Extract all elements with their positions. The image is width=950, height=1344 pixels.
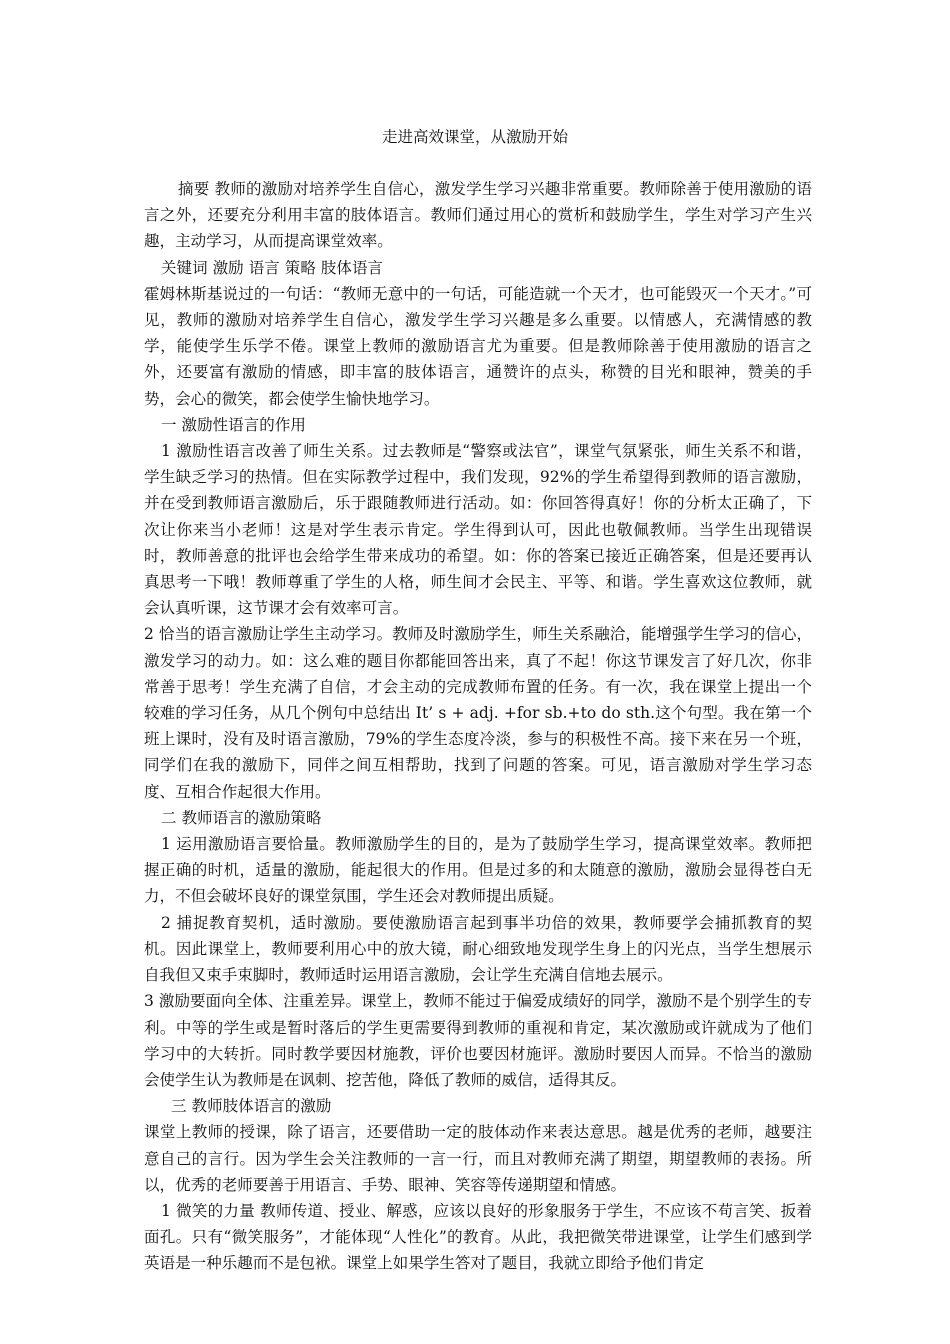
section-heading-2: 二 教师语言的激励策略	[161, 808, 322, 827]
section-2-point-2: 2 捕捉教育契机，适时激励。要使激励语言起到事半功倍的效果，教师要学会捕抓教育的契机。因此课堂上，教师要利用心中的放大镜，耐心细致地发现学生身上的闪光点，当学生想展示自我但又束手束脚时，教师适时运用语言激励，会让学生充满自信地去展示。	[144, 913, 812, 985]
section-1-point-2: 2 恰当的语言激励让学生主动学习。教师及时激励学生，师生关系融洽，能增强学生学习的信心，激发学习的动力。如：这么难的题目你都能回答出来，真了不起！你这节课发言了好几次，你非常善于思考！学生充满了自信，才会主动的完成教师布置的任务。有一次，我在课堂上提出一个较难的学习任务，从几个例句中总结出 It’ s + adj. +for sb.+to do sth.这个句型。我在第一个班上课时，没有及时语言激励，79%的学生态度冷淡，参与的积极性不高。接下来在另一个班，同学们在我的激励下，同伴之间互相帮助，找到了问题的答案。可见，语言激励对学生学习态度、互相合作起很大作用。	[144, 625, 812, 801]
section-2-point-1: 1 运用激励语言要恰量。教师激励学生的目的，是为了鼓励学生学习，提高课堂效率。教师把握正确的时机，适量的激励，能起很大的作用。但是过多的和太随意的激励，激励会显得苍白无力，不但会破坏良好的课堂氛围，学生还会对教师提出质疑。	[144, 835, 812, 906]
abstract-paragraph: 摘要 教师的激励对培养学生自信心，激发学生学习兴趣非常重要。教师除善于使用激励的语言之外，还要充分利用丰富的肢体语言。教师们通过用心的赏析和鼓励学生，学生对学习产生兴趣，主动学习，从而提高课堂效率。	[144, 180, 812, 251]
keywords-paragraph: 关键词 激励 语言 策略 肢体语言	[161, 258, 384, 277]
section-3-point-1: 1 微笑的力量 教师传道、授业、解惑，应该以良好的形象服务于学生，不应该不苟言笑、扳着面孔。只有“微笑服务”，才能体现“人性化”的教育。从此，我把微笑带进课堂，让学生们感到学英语是一种乐趣而不是包袱。课堂上如果学生答对了题目，我就立即给予他们肯定	[144, 1201, 812, 1273]
section-3-intro: 课堂上教师的授课，除了语言，还要借助一定的肢体动作来表达意思。越是优秀的老师，越要注意自己的言行。因为学生会关注教师的一言一行，而且对教师充满了期望，期望教师的表扬。所以，优秀的老师要善于用语言、手势、眼神、笑容等传递期望和情感。	[144, 1123, 812, 1194]
document-title: 走进高效课堂，从激励开始	[381, 128, 568, 146]
document-body	[144, 176, 812, 1277]
section-heading-3: 三 教师肢体语言的激励	[171, 1097, 332, 1116]
section-2-point-3: 3 激励要面向全体、注重差异。课堂上，教师不能过于偏爱成绩好的同学，激励不是个别学生的专利。中等的学生或是暂时落后的学生更需要得到教师的重视和肯定，某次激励或许就成为了他们学习中的大转折。同时教学要因材施教，评价也要因材施评。激励时要因人而异。不恰当的激励会使学生认为教师是在讽刺、挖苦他，降低了教师的威信，适得其反。	[144, 992, 812, 1089]
intro-paragraph: 霍姆林斯基说过的一句话：“教师无意中的一句话，可能造就一个天才，也可能毁灭一个天才。”可见，教师的激励对培养学生自信心，激发学生学习兴趣是多么重要。以情感人，充满情感的教学，能使学生乐学不倦。课堂上教师的激励语言尤为重要。但是教师除善于使用激励的语言之外，还要富有激励的情感，即丰富的肢体语言，通赞许的点头，称赞的目光和眼神，赞美的手势，会心的微笑，都会使学生愉快地学习。	[144, 284, 812, 408]
section-1-point-1: 1 激励性语言改善了师生关系。过去教师是“警察或法官”，课堂气氛紧张，师生关系不和谐，学生缺乏学习的热情。但在实际教学过程中，我们发现，92%的学生希望得到教师的语言激励，并在受到教师语言激励后，乐于跟随教师进行活动。如：你回答得真好！你的分析太正确了，下次让你来当小老师！这是对学生表示肯定。学生得到认可，因此也敬佩教师。当学生出现错误时，教师善意的批评也会给学生带来成功的希望。如：你的答案已接近正确答案，但是还要再认真思考一下哦！教师尊重了学生的人格，师生间才会民主、平等、和谐。学生喜欢这位教师，就会认真听课，这节课才会有效率可言。	[144, 442, 812, 618]
section-heading-1: 一 激励性语言的作用	[161, 415, 306, 434]
